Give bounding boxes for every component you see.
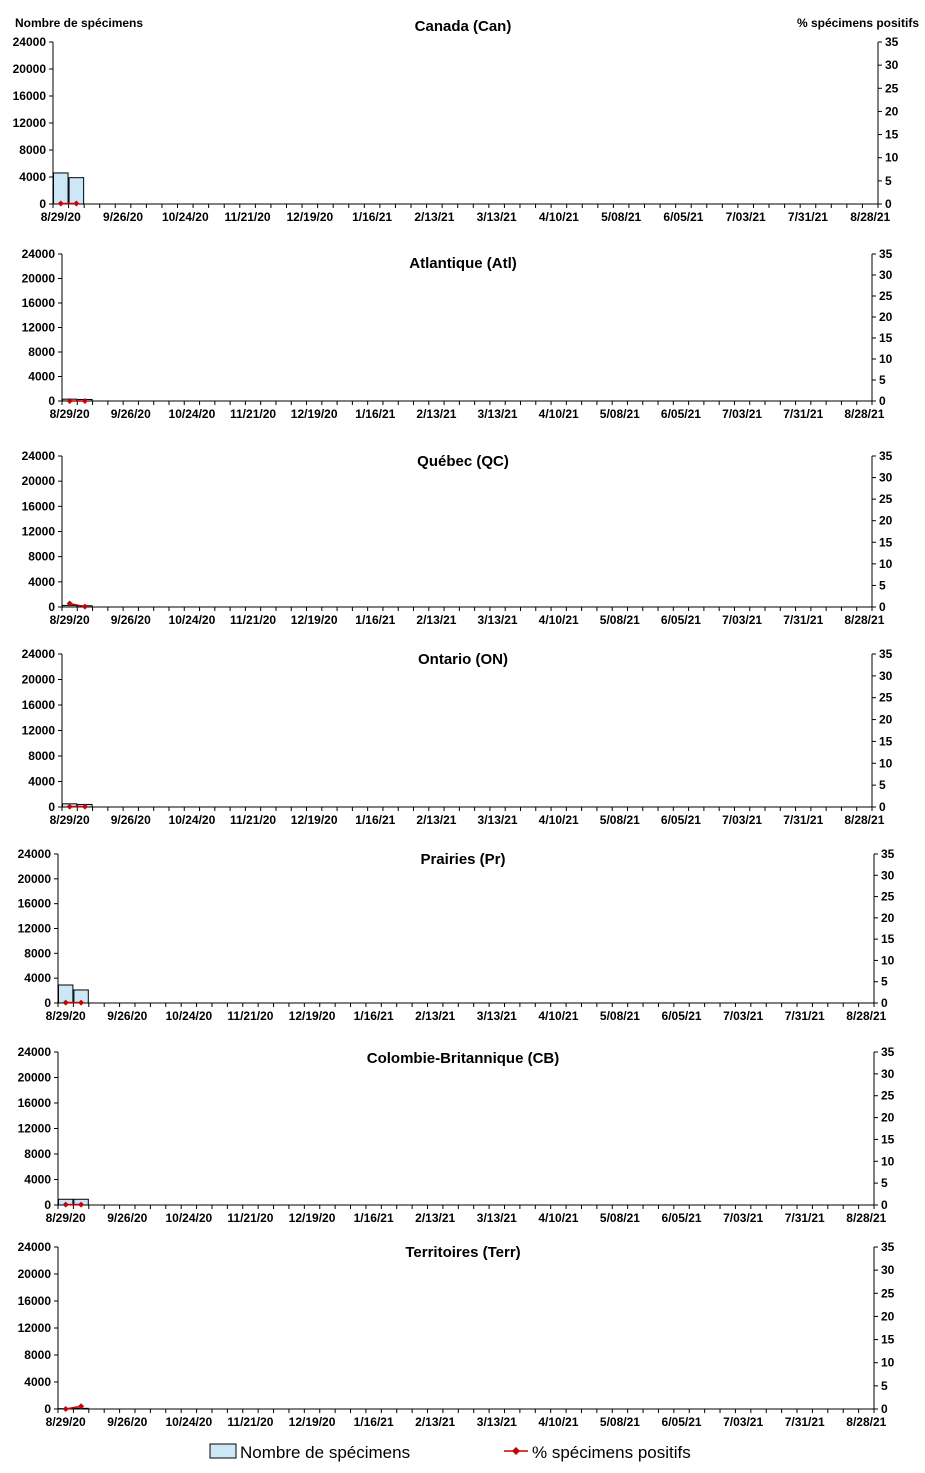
x-tick-label: 7/31/21 bbox=[783, 813, 824, 827]
chart-title: Canada (Can) bbox=[414, 18, 512, 35]
x-tick-label: 11/21/20 bbox=[230, 813, 277, 827]
right-tick-label: 35 bbox=[881, 1240, 895, 1254]
chart-title: Atlantique (Atl) bbox=[409, 255, 517, 272]
right-tick-label: 5 bbox=[879, 373, 886, 387]
left-tick-label: 16000 bbox=[17, 1294, 51, 1308]
left-tick-label: 0 bbox=[39, 197, 46, 211]
right-tick-label: 15 bbox=[879, 734, 893, 749]
left-tick-label: 24000 bbox=[12, 35, 46, 49]
x-tick-label: 4/10/21 bbox=[538, 813, 579, 827]
x-tick-label: 1/16/21 bbox=[355, 813, 396, 827]
x-tick-label: 9/26/20 bbox=[110, 407, 151, 421]
chart-panel-1 bbox=[13, 18, 899, 224]
x-tick-label: 5/08/21 bbox=[599, 407, 640, 421]
x-tick-label: 3/13/21 bbox=[476, 1415, 517, 1429]
x-tick-label: 8/28/21 bbox=[846, 1415, 887, 1429]
x-tick-label: 9/26/20 bbox=[107, 1211, 148, 1225]
left-tick-label: 20000 bbox=[21, 474, 55, 489]
x-tick-label: 10/24/20 bbox=[161, 210, 209, 224]
x-tick-label: 6/05/21 bbox=[660, 613, 701, 627]
right-tick-label: 0 bbox=[881, 1198, 888, 1212]
left-tick-label: 8000 bbox=[24, 1348, 51, 1362]
x-tick-label: 2/13/21 bbox=[415, 1211, 456, 1225]
right-tick-label: 35 bbox=[885, 35, 899, 49]
left-tick-label: 4000 bbox=[28, 574, 55, 589]
x-tick-label: 9/26/20 bbox=[103, 210, 144, 224]
right-tick-label: 25 bbox=[879, 289, 893, 303]
left-tick-label: 12000 bbox=[21, 723, 55, 738]
left-tick-label: 0 bbox=[48, 394, 55, 408]
x-tick-label: 8/29/20 bbox=[45, 1009, 86, 1023]
right-tick-label: 10 bbox=[881, 953, 895, 968]
right-tick-label: 35 bbox=[879, 449, 893, 463]
x-tick-label: 3/13/21 bbox=[477, 613, 518, 627]
x-tick-label: 2/13/21 bbox=[415, 1415, 456, 1429]
x-tick-label: 7/03/21 bbox=[722, 613, 763, 627]
right-tick-label: 30 bbox=[879, 268, 893, 282]
x-tick-label: 4/10/21 bbox=[538, 1009, 579, 1023]
left-tick-label: 24000 bbox=[21, 247, 55, 261]
right-tick-label: 25 bbox=[879, 690, 893, 705]
left-tick-label: 24000 bbox=[17, 1240, 51, 1254]
chart-title: Québec (QC) bbox=[417, 453, 509, 470]
left-tick-label: 16000 bbox=[21, 296, 55, 310]
x-tick-label: 8/28/21 bbox=[850, 210, 891, 224]
right-tick-label: 10 bbox=[881, 1154, 895, 1169]
x-tick-label: 10/24/20 bbox=[168, 613, 216, 627]
x-tick-label: 12/19/20 bbox=[288, 1009, 336, 1023]
x-tick-label: 11/21/20 bbox=[227, 1415, 274, 1429]
right-axis-title: % spécimens positifs bbox=[796, 16, 919, 30]
left-tick-label: 24000 bbox=[17, 1045, 51, 1059]
x-tick-label: 8/29/20 bbox=[49, 407, 90, 421]
right-tick-label: 5 bbox=[879, 578, 886, 593]
x-tick-label: 11/21/20 bbox=[230, 407, 277, 421]
right-tick-label: 20 bbox=[881, 1309, 895, 1324]
x-tick-label: 8/28/21 bbox=[846, 1009, 887, 1023]
x-tick-label: 7/31/21 bbox=[787, 210, 828, 224]
right-tick-label: 15 bbox=[879, 535, 893, 550]
right-tick-label: 30 bbox=[881, 1066, 895, 1081]
x-tick-label: 6/05/21 bbox=[660, 813, 701, 827]
left-tick-label: 12000 bbox=[17, 1321, 51, 1335]
right-tick-label: 30 bbox=[879, 668, 893, 683]
right-tick-label: 5 bbox=[885, 173, 892, 188]
left-tick-label: 16000 bbox=[12, 89, 46, 103]
chart-title: Ontario (ON) bbox=[418, 651, 508, 668]
x-tick-label: 8/29/20 bbox=[45, 1415, 86, 1429]
left-tick-label: 20000 bbox=[17, 1070, 51, 1085]
left-tick-label: 8000 bbox=[28, 345, 55, 359]
left-axis-title: Nombre de spécimens bbox=[15, 16, 144, 30]
left-tick-label: 8000 bbox=[24, 1147, 51, 1161]
x-tick-label: 8/28/21 bbox=[844, 407, 885, 421]
right-tick-label: 10 bbox=[885, 150, 899, 165]
x-tick-label: 7/03/21 bbox=[722, 813, 763, 827]
specimen-bar bbox=[69, 178, 84, 204]
x-tick-label: 8/29/20 bbox=[40, 210, 81, 224]
right-tick-label: 30 bbox=[885, 58, 899, 73]
left-tick-label: 20000 bbox=[17, 1267, 51, 1281]
x-tick-label: 4/10/21 bbox=[538, 1211, 579, 1225]
right-tick-label: 35 bbox=[881, 1045, 895, 1059]
chart-panel-2 bbox=[22, 247, 893, 421]
left-tick-label: 20000 bbox=[21, 672, 55, 687]
right-tick-label: 5 bbox=[881, 1176, 888, 1191]
x-tick-label: 9/26/20 bbox=[110, 813, 151, 827]
left-tick-label: 12000 bbox=[21, 320, 55, 335]
left-tick-label: 4000 bbox=[24, 971, 51, 986]
right-tick-label: 25 bbox=[881, 1088, 895, 1103]
positivity-marker bbox=[82, 398, 88, 404]
x-tick-label: 9/26/20 bbox=[107, 1009, 148, 1023]
legend-bar-label: Nombre de spécimens bbox=[240, 1443, 411, 1462]
x-tick-label: 5/08/21 bbox=[599, 613, 640, 627]
x-tick-label: 3/13/21 bbox=[477, 407, 518, 421]
right-tick-label: 15 bbox=[881, 1332, 895, 1347]
right-tick-label: 0 bbox=[885, 197, 892, 211]
right-tick-label: 20 bbox=[879, 513, 893, 528]
left-tick-label: 8000 bbox=[19, 143, 46, 157]
x-tick-label: 1/16/21 bbox=[352, 210, 393, 224]
x-tick-label: 6/05/21 bbox=[661, 1009, 702, 1023]
left-tick-label: 4000 bbox=[28, 774, 55, 789]
right-tick-label: 5 bbox=[881, 974, 888, 989]
x-tick-label: 2/13/21 bbox=[416, 407, 457, 421]
chart-title: Colombie-Britannique (CB) bbox=[366, 1050, 560, 1067]
right-tick-label: 15 bbox=[885, 127, 899, 142]
x-tick-label: 5/08/21 bbox=[599, 1211, 640, 1225]
x-tick-label: 5/08/21 bbox=[599, 1415, 640, 1429]
x-tick-label: 5/08/21 bbox=[599, 1009, 640, 1023]
x-tick-label: 3/13/21 bbox=[476, 1211, 517, 1225]
x-tick-label: 3/13/21 bbox=[477, 813, 518, 827]
right-tick-label: 0 bbox=[881, 996, 888, 1010]
right-tick-label: 15 bbox=[881, 932, 895, 947]
x-tick-label: 5/08/21 bbox=[601, 210, 642, 224]
x-tick-label: 3/13/21 bbox=[476, 1009, 517, 1023]
x-tick-label: 8/28/21 bbox=[844, 613, 885, 627]
x-tick-label: 12/19/20 bbox=[290, 407, 338, 421]
left-tick-label: 16000 bbox=[17, 896, 51, 911]
right-tick-label: 0 bbox=[879, 394, 886, 408]
x-tick-label: 4/10/21 bbox=[538, 1415, 579, 1429]
x-tick-label: 7/03/21 bbox=[723, 1009, 764, 1023]
left-tick-label: 8000 bbox=[24, 946, 51, 961]
x-tick-label: 7/03/21 bbox=[722, 407, 763, 421]
left-tick-label: 16000 bbox=[17, 1096, 51, 1110]
left-tick-label: 4000 bbox=[24, 1172, 51, 1187]
x-tick-label: 9/26/20 bbox=[107, 1415, 148, 1429]
right-tick-label: 0 bbox=[879, 800, 886, 814]
x-tick-label: 3/13/21 bbox=[476, 210, 517, 224]
left-tick-label: 16000 bbox=[21, 499, 55, 514]
left-tick-label: 20000 bbox=[12, 62, 46, 76]
x-tick-label: 8/29/20 bbox=[49, 613, 90, 627]
chart-panel-6 bbox=[18, 1045, 895, 1225]
right-tick-label: 15 bbox=[881, 1132, 895, 1147]
x-tick-label: 8/28/21 bbox=[846, 1211, 887, 1225]
x-tick-label: 1/16/21 bbox=[355, 407, 396, 421]
left-tick-label: 4000 bbox=[19, 170, 46, 184]
x-tick-label: 10/24/20 bbox=[168, 407, 216, 421]
x-tick-label: 6/05/21 bbox=[661, 1415, 702, 1429]
x-tick-label: 10/24/20 bbox=[168, 813, 216, 827]
positivity-marker bbox=[63, 1406, 69, 1412]
right-tick-label: 25 bbox=[879, 492, 893, 507]
left-tick-label: 0 bbox=[44, 996, 51, 1010]
specimen-bar bbox=[54, 173, 69, 204]
x-tick-label: 7/31/21 bbox=[783, 613, 824, 627]
right-tick-label: 10 bbox=[879, 556, 893, 571]
legend-line-label: % spécimens positifs bbox=[532, 1443, 691, 1462]
x-tick-label: 6/05/21 bbox=[663, 210, 704, 224]
x-tick-label: 2/13/21 bbox=[416, 813, 457, 827]
left-tick-label: 0 bbox=[48, 600, 55, 614]
x-tick-label: 12/19/20 bbox=[290, 813, 338, 827]
right-tick-label: 20 bbox=[885, 104, 899, 119]
left-tick-label: 4000 bbox=[24, 1375, 51, 1389]
right-tick-label: 35 bbox=[879, 647, 893, 661]
left-tick-label: 12000 bbox=[17, 1121, 51, 1136]
x-tick-label: 11/21/20 bbox=[224, 210, 271, 224]
x-tick-label: 12/19/20 bbox=[288, 1211, 336, 1225]
right-tick-label: 25 bbox=[881, 889, 895, 904]
right-tick-label: 0 bbox=[881, 1402, 888, 1416]
left-tick-label: 24000 bbox=[21, 647, 55, 661]
x-tick-label: 1/16/21 bbox=[353, 1415, 394, 1429]
chart-panels bbox=[13, 18, 899, 1429]
x-tick-label: 5/08/21 bbox=[599, 813, 640, 827]
left-tick-label: 16000 bbox=[21, 698, 55, 712]
x-tick-label: 7/03/21 bbox=[723, 1211, 764, 1225]
x-tick-label: 8/28/21 bbox=[844, 813, 885, 827]
x-tick-label: 11/21/20 bbox=[227, 1211, 274, 1225]
legend-line-marker bbox=[512, 1447, 520, 1455]
legend-bar-swatch bbox=[210, 1444, 236, 1458]
left-tick-label: 8000 bbox=[28, 749, 55, 763]
x-tick-label: 11/21/20 bbox=[227, 1009, 274, 1023]
x-tick-label: 7/31/21 bbox=[783, 407, 824, 421]
x-tick-label: 7/03/21 bbox=[723, 1415, 764, 1429]
x-tick-label: 10/24/20 bbox=[165, 1415, 213, 1429]
x-tick-label: 6/05/21 bbox=[661, 1211, 702, 1225]
positivity-marker bbox=[82, 604, 88, 610]
x-tick-label: 1/16/21 bbox=[353, 1009, 394, 1023]
x-tick-label: 11/21/20 bbox=[230, 613, 277, 627]
x-tick-label: 12/19/20 bbox=[290, 613, 338, 627]
x-tick-label: 8/29/20 bbox=[49, 813, 90, 827]
right-tick-label: 25 bbox=[885, 81, 899, 96]
right-tick-label: 25 bbox=[881, 1286, 895, 1301]
chart-title: Territoires (Terr) bbox=[405, 1244, 521, 1261]
x-tick-label: 1/16/21 bbox=[353, 1211, 394, 1225]
x-tick-label: 7/31/21 bbox=[784, 1009, 825, 1023]
right-tick-label: 5 bbox=[879, 778, 886, 793]
x-tick-label: 4/10/21 bbox=[538, 210, 579, 224]
right-tick-label: 30 bbox=[879, 470, 893, 485]
chart-title: Prairies (Pr) bbox=[420, 851, 506, 868]
x-tick-label: 7/03/21 bbox=[725, 210, 766, 224]
left-tick-label: 4000 bbox=[28, 369, 55, 384]
right-tick-label: 20 bbox=[881, 910, 895, 925]
x-tick-label: 4/10/21 bbox=[538, 613, 579, 627]
right-tick-label: 10 bbox=[881, 1355, 895, 1370]
right-tick-label: 35 bbox=[881, 847, 895, 861]
x-tick-label: 9/26/20 bbox=[110, 613, 151, 627]
chart-panel-4 bbox=[22, 647, 893, 827]
left-tick-label: 8000 bbox=[28, 549, 55, 564]
right-tick-label: 10 bbox=[879, 756, 893, 771]
x-tick-label: 1/16/21 bbox=[355, 613, 396, 627]
left-tick-label: 20000 bbox=[21, 271, 55, 286]
x-tick-label: 7/31/21 bbox=[784, 1211, 825, 1225]
left-tick-label: 12000 bbox=[12, 116, 46, 130]
right-tick-label: 10 bbox=[879, 352, 893, 366]
x-tick-label: 7/31/21 bbox=[784, 1415, 825, 1429]
right-tick-label: 20 bbox=[879, 712, 893, 727]
right-tick-label: 35 bbox=[879, 247, 893, 261]
right-tick-label: 5 bbox=[881, 1378, 888, 1393]
left-tick-label: 12000 bbox=[21, 524, 55, 539]
right-tick-label: 0 bbox=[879, 600, 886, 614]
left-tick-label: 24000 bbox=[21, 449, 55, 463]
x-tick-label: 8/29/20 bbox=[45, 1211, 86, 1225]
x-tick-label: 6/05/21 bbox=[660, 407, 701, 421]
left-tick-label: 0 bbox=[44, 1198, 51, 1212]
x-tick-label: 2/13/21 bbox=[415, 1009, 456, 1023]
left-tick-label: 24000 bbox=[17, 847, 51, 861]
right-tick-label: 15 bbox=[879, 331, 893, 345]
right-tick-label: 20 bbox=[879, 310, 893, 324]
chart-panel-5 bbox=[18, 847, 895, 1023]
x-tick-label: 2/13/21 bbox=[416, 613, 457, 627]
x-tick-label: 2/13/21 bbox=[414, 210, 455, 224]
right-tick-label: 20 bbox=[881, 1110, 895, 1125]
x-tick-label: 10/24/20 bbox=[165, 1009, 213, 1023]
left-tick-label: 0 bbox=[44, 1402, 51, 1416]
x-tick-label: 4/10/21 bbox=[538, 407, 579, 421]
x-tick-label: 12/19/20 bbox=[286, 210, 334, 224]
right-tick-label: 30 bbox=[881, 868, 895, 883]
x-tick-label: 12/19/20 bbox=[288, 1415, 336, 1429]
right-tick-label: 30 bbox=[881, 1263, 895, 1278]
left-tick-label: 0 bbox=[48, 800, 55, 814]
legend bbox=[210, 1443, 691, 1462]
left-tick-label: 20000 bbox=[17, 871, 51, 886]
left-tick-label: 12000 bbox=[17, 921, 51, 936]
x-tick-label: 10/24/20 bbox=[165, 1211, 213, 1225]
chart-panel-3 bbox=[22, 449, 893, 627]
chart-panel-7 bbox=[18, 1240, 895, 1429]
